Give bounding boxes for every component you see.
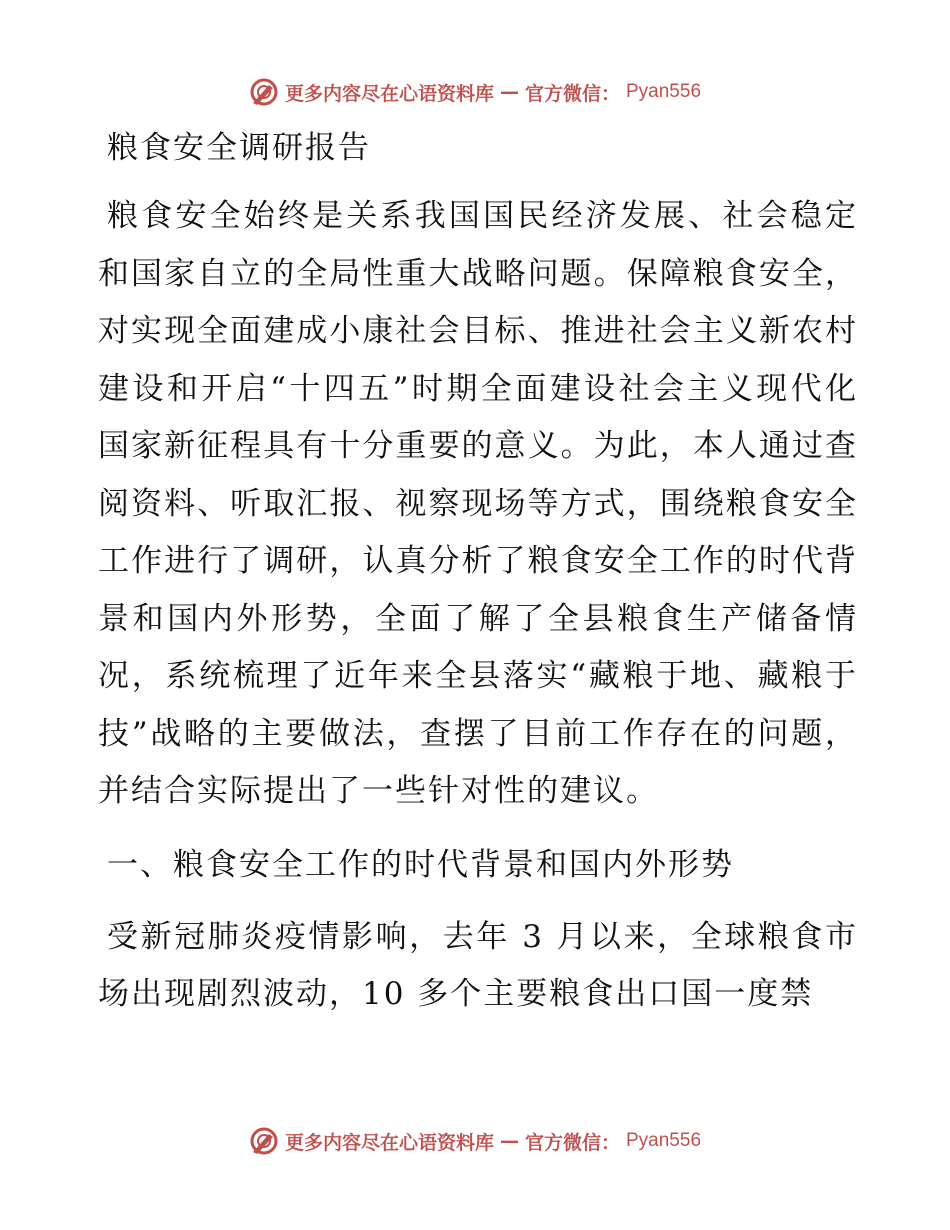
watermark-official-text: 官方微信： xyxy=(524,82,620,105)
watermark-wechat-id: Pyan556 xyxy=(626,1130,702,1151)
watermark-wechat-id: Pyan556 xyxy=(626,81,702,102)
red-pen-circle-logo-icon xyxy=(249,77,279,107)
section-heading: 一、粮食安全工作的时代背景和国内外形势 xyxy=(107,846,734,883)
footer-watermark xyxy=(0,1121,950,1161)
watermark-separator: — xyxy=(499,81,519,103)
watermark-main-text: 更多内容尽在心语资料库 xyxy=(284,82,494,105)
watermark-separator: — xyxy=(499,1130,519,1152)
document-content xyxy=(98,122,858,1024)
header-watermark xyxy=(0,72,950,112)
watermark-official-text: 官方微信： xyxy=(524,1131,620,1154)
watermark-main-text: 更多内容尽在心语资料库 xyxy=(284,1131,494,1154)
intro-paragraph: 粮食安全始终是关系我国国民经济发展、社会稳定和国家自立的全局性重大战略问题。保障粮食安全，对实现全面建成小康社会目标、推进社会主义新农村建设和开启“十四五”时期全面建设社会主义现代化国家新征程具有十分重要的意义。为此，本人通过查阅资料、听取汇报、视察现场等方式，围绕粮食安全工作进行了调研，认真分析了粮食安全工作的时代背景和国内外形势，全面了解了全县粮食生产储备情况，系统梳理了近年来全县落实“藏粮于地、藏粮于技”战略的主要做法，查摆了目前工作存在的问题，并结合实际提出了一些针对性的建议。 xyxy=(98,198,858,809)
section-paragraph: 受新冠肺炎疫情影响，去年 3 月以来，全球粮食市场出现剧烈波动，10 多个主要粮食出口国一度禁 xyxy=(98,918,858,1012)
document-title: 粮食安全调研报告 xyxy=(107,130,371,166)
red-pen-circle-logo-icon xyxy=(249,1126,279,1156)
